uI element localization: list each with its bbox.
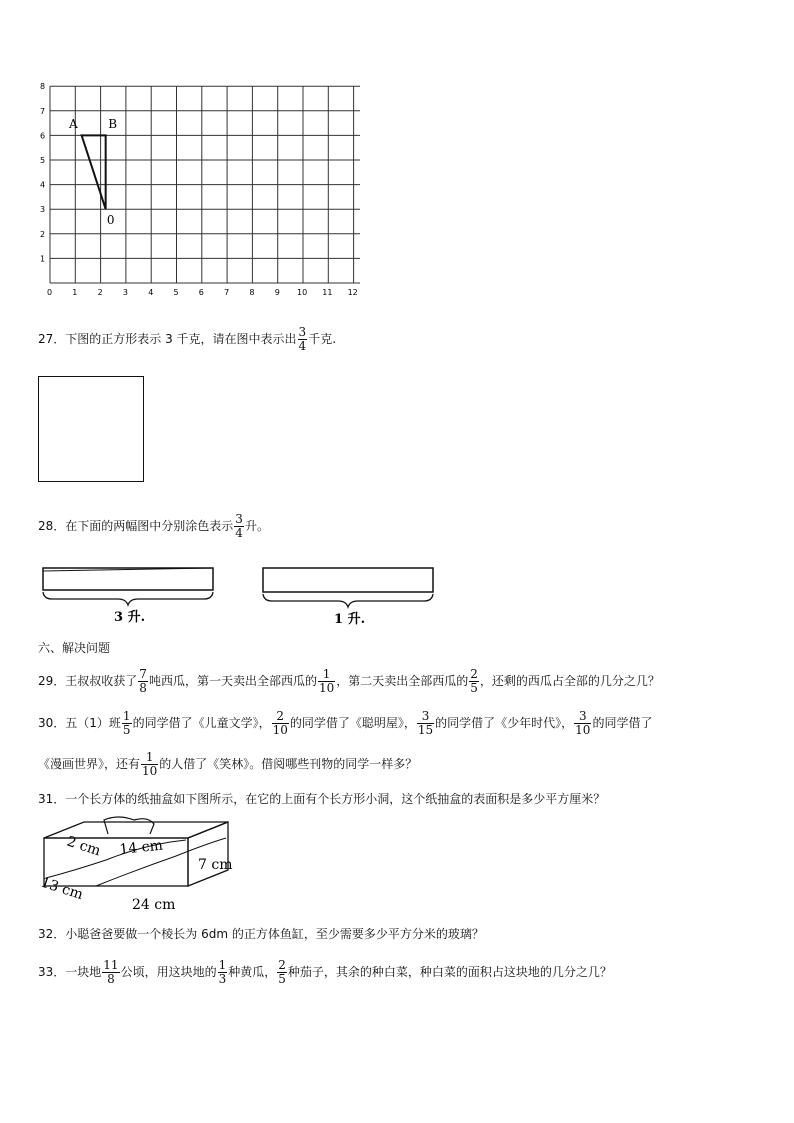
- q29-t4: ，还剩的西瓜占全部的几分之几？: [479, 674, 660, 688]
- q29-f3-num: 2: [470, 667, 478, 681]
- dim-2cm: 2 cm: [64, 833, 103, 860]
- triangle-abo: [82, 135, 106, 209]
- q28-text-before: 在下面的两幅图中分别涂色表示: [65, 519, 234, 533]
- grid-x-tick: 4: [148, 288, 154, 297]
- q27-text-after: 千克.: [308, 332, 337, 346]
- q30-f1-num: 1: [122, 709, 131, 723]
- q28-text-after: 升。: [244, 519, 269, 533]
- q30-f2-den: 10: [272, 723, 288, 737]
- grid-x-tick: 2: [97, 288, 103, 297]
- q29-frac-3: [469, 668, 479, 695]
- q30-f4-den: 10: [575, 723, 591, 737]
- q27-number: 27．: [38, 332, 66, 346]
- q27-frac-num: 3: [298, 325, 307, 339]
- grid-y-axis-labels: [40, 82, 45, 263]
- bar-1-label: 3 升.: [114, 610, 146, 625]
- grid-y-tick: 2: [40, 229, 46, 239]
- q33-f2-den: 3: [218, 972, 227, 986]
- q27-frac-den: 4: [298, 339, 307, 353]
- q33-frac-1: [102, 959, 119, 986]
- q33-t2: 公顷，用这块地的: [120, 965, 217, 979]
- dim-7cm: 7 cm: [198, 857, 233, 873]
- q30-t3: 的同学借了《聪明屋》，: [289, 716, 416, 730]
- q30-t1: 五（1）班: [65, 716, 121, 730]
- dim-14cm: 14 cm: [118, 837, 164, 858]
- q29-f2-den: 10: [318, 681, 335, 695]
- question-31: [38, 789, 605, 809]
- q33-frac-3: [277, 959, 287, 986]
- q29-f1-den: 8: [139, 681, 147, 695]
- q31-text: 一个长方体的纸抽盒如下图所示，在它的上面有个长方形小洞，这个纸抽盒的表面积是多少平方厘米？: [65, 792, 606, 806]
- q33-f3-den: 5: [278, 972, 286, 986]
- q28-frac-num: 3: [235, 512, 243, 526]
- grid-x-tick: 9: [274, 288, 280, 297]
- q31-number: 31．: [38, 792, 66, 806]
- q30-f3-den: 15: [417, 723, 434, 737]
- grid-x-tick: 7: [224, 288, 230, 297]
- q28-bar-3-liters[interactable]: [38, 562, 223, 628]
- question-30-line-1: [38, 710, 652, 737]
- q33-f1-num: 11: [103, 958, 119, 972]
- tissue-icon: [104, 817, 154, 834]
- q27-square[interactable]: [38, 376, 144, 482]
- dim-24cm: 24 cm: [132, 897, 176, 913]
- grid-y-tick: 3: [40, 205, 46, 215]
- q30-f1-den: 5: [122, 723, 131, 737]
- grid-y-tick: 7: [40, 106, 46, 116]
- q30-f4-num: 3: [574, 710, 591, 724]
- grid-x-tick: 5: [173, 288, 179, 297]
- grid-x-tick: 0: [47, 288, 53, 297]
- q29-number: 29．: [38, 674, 66, 688]
- grid-x-tick: 1: [72, 288, 78, 297]
- q29-t3: ，第二天卖出全部西瓜的: [336, 674, 469, 688]
- q33-f2-num: 1: [218, 958, 227, 972]
- box-right-face: [188, 822, 228, 886]
- section-6-title: 六、解决问题: [38, 641, 111, 655]
- q30-frac-3: [417, 710, 434, 737]
- q28-fraction: [234, 513, 244, 540]
- q30-line2-t1: 《漫画世界》，还有: [38, 757, 141, 771]
- grid-lines: [50, 86, 360, 283]
- q30-frac-4: [574, 710, 591, 737]
- grid-x-axis-labels: [47, 288, 358, 297]
- grid-x-tick: 8: [249, 288, 255, 297]
- question-27: [38, 326, 336, 353]
- q29-f2-num: 1: [318, 668, 335, 682]
- q29-t2: 吨西瓜，第一天卖出全部西瓜的: [148, 674, 317, 688]
- q29-frac-1: [138, 668, 148, 695]
- q28-bar-1-liter[interactable]: [258, 562, 443, 628]
- grid-x-tick: 11: [322, 288, 333, 297]
- q27-fraction: [298, 326, 308, 353]
- coordinate-grid: [30, 80, 360, 302]
- grid-x-tick: 10: [297, 288, 308, 297]
- q30-t2: 的同学借了《儿童文学》，: [132, 716, 271, 730]
- point-o-label: 0: [106, 212, 115, 227]
- q27-text-before: 下图的正方形表示 3 千克，请在图中表示出: [65, 332, 297, 346]
- q30-t4: 的同学借了《少年时代》，: [435, 716, 574, 730]
- grid-x-tick: 12: [347, 288, 358, 297]
- grid-x-tick: 3: [122, 288, 128, 297]
- q30-t5: 的同学借了: [592, 716, 653, 730]
- question-28: [38, 513, 269, 540]
- q33-t1: 一块地: [65, 965, 102, 979]
- q29-f1-num: 7: [139, 667, 147, 681]
- grid-y-tick: 1: [40, 254, 46, 264]
- q30-f5-den: 10: [142, 764, 158, 778]
- point-b-label: B: [108, 117, 118, 132]
- q29-frac-2: [318, 668, 335, 695]
- question-33: [38, 959, 612, 986]
- q29-t1: 王叔叔收获了: [65, 674, 138, 688]
- tissue-box-figure: [36, 814, 246, 914]
- bar-1-rect[interactable]: [43, 568, 213, 590]
- dim-13cm: 13 cm: [38, 874, 85, 904]
- q33-number: 33．: [38, 965, 66, 979]
- q28-frac-den: 4: [235, 526, 243, 540]
- question-32: [38, 924, 484, 944]
- q28-number: 28．: [38, 519, 66, 533]
- q33-f3-num: 2: [278, 958, 286, 972]
- q30-number: 30．: [38, 716, 66, 730]
- question-29: [38, 668, 660, 695]
- q32-text: 小聪爸爸要做一个棱长为 6dm 的正方体鱼缸，至少需要多少平方分米的玻璃？: [65, 927, 484, 941]
- q33-t3: 种黄瓜，: [228, 965, 277, 979]
- q33-f1-den: 8: [107, 972, 115, 986]
- q30-line2-t2: 的人借了《笑林》。借阅哪些刊物的同学一样多？: [159, 757, 418, 771]
- grid-x-tick: 6: [198, 288, 204, 297]
- grid-y-tick: 8: [40, 82, 46, 92]
- q32-number: 32．: [38, 927, 66, 941]
- q30-f2-num: 2: [272, 710, 289, 724]
- q30-frac-1: [122, 710, 132, 737]
- q30-frac-5: [141, 751, 158, 778]
- grid-y-tick: 6: [40, 131, 46, 141]
- q33-t4: 种茄子，其余的种白菜，种白菜的面积占这块地的几分之几？: [287, 965, 612, 979]
- point-a-label: A: [68, 117, 78, 132]
- q30-f3-num: 3: [417, 710, 434, 724]
- question-30-line-2: [38, 751, 417, 778]
- q30-f5-num: 1: [141, 751, 158, 765]
- q30-frac-2: [272, 710, 289, 737]
- bar-1-brace: [43, 592, 213, 605]
- grid-y-tick: 4: [40, 180, 46, 190]
- bar-2-brace: [263, 594, 433, 607]
- q33-frac-2: [218, 959, 228, 986]
- q29-f3-den: 5: [470, 681, 478, 695]
- bar-2-rect[interactable]: [263, 568, 433, 592]
- grid-y-tick: 5: [40, 156, 46, 165]
- bar-2-label: 1 升.: [334, 612, 366, 627]
